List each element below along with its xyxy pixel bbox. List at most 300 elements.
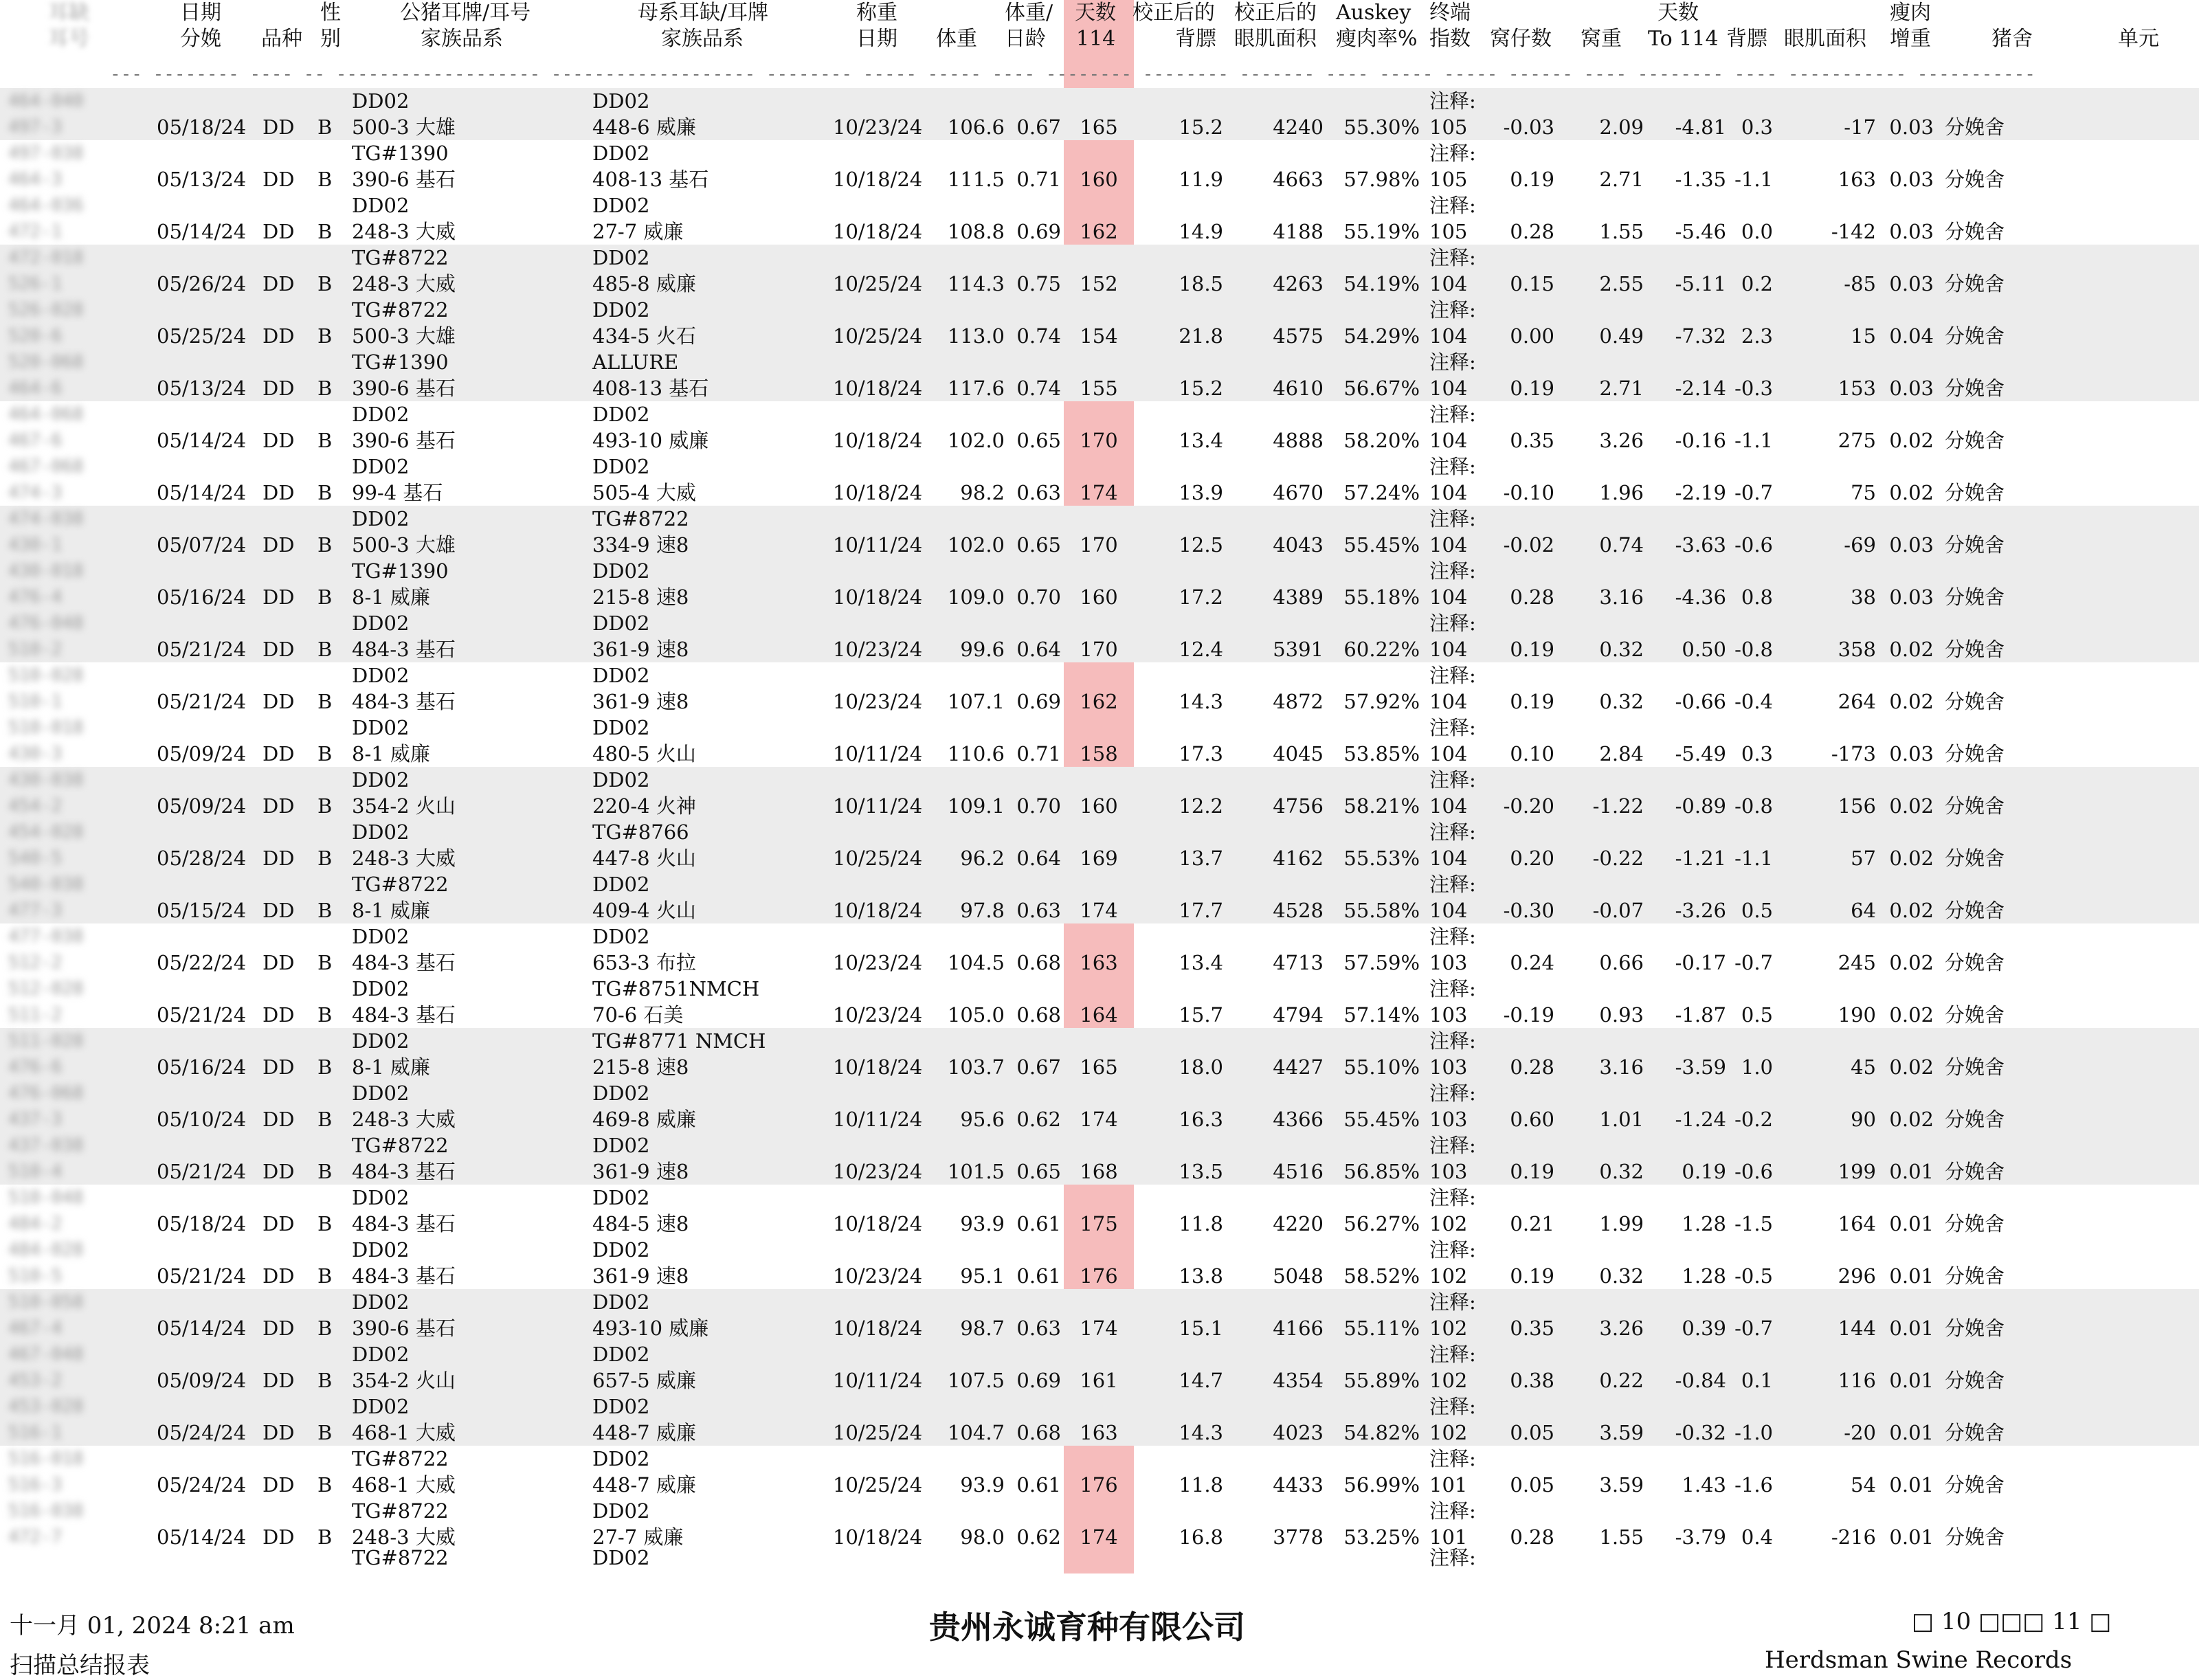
cell-bf: 13.4	[1179, 429, 1223, 452]
cell-litter: 0.19	[1510, 377, 1554, 400]
cell-dam1: DD02	[592, 1499, 650, 1523]
cell-lean: 56.27%	[1343, 1212, 1420, 1235]
records-list	[0, 88, 2199, 1550]
cell-sire1: DD02	[352, 768, 410, 792]
cell-adg: 0.65	[1016, 429, 1061, 452]
cell-days: 174	[1080, 1525, 1118, 1549]
cell-date: 05/16/24	[157, 1055, 247, 1079]
cell-lwt: 0.66	[1599, 951, 1644, 974]
table-row	[0, 297, 2199, 349]
cell-sex: B	[317, 690, 333, 713]
cell-dam2: 408-13 基石	[592, 168, 709, 191]
cell-dam2: 334-9 速8	[592, 533, 689, 557]
cell-weight: 95.1	[960, 1264, 1005, 1288]
cell-note: 注释:	[1429, 1029, 1476, 1053]
cell-breed: DD	[263, 1473, 295, 1497]
cell-wdate: 10/25/24	[833, 1473, 923, 1497]
header-bf-1: 校正后的	[1132, 1, 1215, 25]
cell-id2: 464-6	[8, 378, 63, 399]
cell-loin2: 15	[1851, 324, 1876, 348]
cell-wdate: 10/18/24	[833, 899, 923, 922]
table-row	[0, 871, 2199, 923]
table-row	[0, 1393, 2199, 1446]
cell-wdate: 10/11/24	[833, 794, 923, 818]
cell-loin2: 144	[1838, 1317, 1876, 1340]
cell-id2: 516-1	[8, 1422, 63, 1443]
cell-wdate: 10/11/24	[833, 533, 923, 557]
cell-note: 注释:	[1429, 1186, 1476, 1209]
cell-weight: 103.7	[947, 1055, 1005, 1079]
cell-d114: 0.39	[1682, 1317, 1726, 1340]
cell-lgain: 0.02	[1889, 1108, 1934, 1131]
cell-dam2: 493-10 威廉	[592, 1317, 709, 1340]
cell-lgain: 0.02	[1889, 794, 1934, 818]
cell-days: 170	[1080, 429, 1118, 452]
header-bf-2: 背膘	[1175, 27, 1216, 51]
cell-sire2: 500-3 大雄	[352, 115, 456, 139]
cell-litter: 0.24	[1510, 951, 1554, 974]
cell-litter: 0.19	[1510, 168, 1554, 191]
cell-weight: 107.5	[947, 1369, 1005, 1392]
cell-sex: B	[317, 168, 333, 191]
cell-d114: -0.84	[1675, 1369, 1726, 1392]
header-leangain-2: 增重	[1890, 27, 1931, 51]
cell-id1: 520-068	[8, 352, 84, 372]
cell-wdate: 10/25/24	[833, 272, 923, 295]
cell-adg: 0.61	[1016, 1264, 1061, 1288]
cell-days: 174	[1080, 1317, 1118, 1340]
cell-date: 05/16/24	[157, 585, 247, 609]
table-row	[0, 819, 2199, 871]
cell-date: 05/18/24	[157, 115, 247, 139]
cell-days: 152	[1080, 272, 1118, 295]
cell-note: 注释:	[1429, 664, 1476, 687]
cell-dam2: 448-6 威廉	[592, 115, 696, 139]
cell-litter: 0.10	[1510, 742, 1554, 765]
cell-breed: DD	[263, 481, 295, 504]
cell-id2: 526-1	[8, 273, 63, 294]
cell-bf2: -0.7	[1734, 481, 1773, 504]
cell-index: 104	[1429, 533, 1468, 557]
header-sire-1: 公猪耳牌/耳号	[400, 1, 531, 25]
header-rule: --- -------- ---- -- ------------------- ------------------- -------- ----- ----- ---- -------- -------- ------- ---- ----- ----- ------ ---- -------- ---- ----------- -----------	[110, 64, 2035, 85]
cell-lwt: 0.49	[1599, 324, 1644, 348]
cell-barn: 分娩舍	[1945, 168, 2005, 191]
cell-lgain: 0.02	[1889, 1003, 1934, 1027]
cell-breed: DD	[263, 690, 295, 713]
cell-dam1: DD02	[592, 873, 650, 896]
cell-wdate: 10/25/24	[833, 847, 923, 870]
table-row	[0, 453, 2199, 506]
cell-breed: DD	[263, 638, 295, 661]
cell-breed: DD	[263, 1369, 295, 1392]
cell-note: 注释:	[1429, 977, 1476, 1000]
table-row	[0, 558, 2199, 610]
cell-sire2: 500-3 大雄	[352, 533, 456, 557]
cell-sex: B	[317, 1525, 333, 1549]
cell-lean: 55.10%	[1343, 1055, 1420, 1079]
cell-dam1: DD02	[592, 716, 650, 739]
header-id-1: 耳缺	[48, 1, 89, 25]
cell-sire1: TG#8722	[352, 1499, 449, 1523]
cell-index: 105	[1429, 115, 1468, 139]
cell-sex: B	[317, 1055, 333, 1079]
cell-sire1: DD02	[352, 89, 410, 113]
cell-id2: 467-4	[8, 1318, 63, 1339]
cell-breed: DD	[263, 794, 295, 818]
cell-adg: 0.68	[1016, 951, 1061, 974]
cell-dam1: ALLURE	[592, 350, 679, 374]
cell-dam1: DD02	[592, 142, 650, 165]
cell-note: 注释:	[1429, 455, 1476, 478]
cell-lean: 56.99%	[1343, 1473, 1420, 1497]
cell-note: 注释:	[1429, 1447, 1476, 1470]
cell-barn: 分娩舍	[1945, 1108, 2005, 1131]
cell-dam1: DD02	[592, 1082, 650, 1105]
cell-bf: 11.8	[1179, 1212, 1223, 1235]
cell-lwt: 3.16	[1599, 1055, 1644, 1079]
cell-loin: 4240	[1273, 115, 1324, 139]
header-loin-2: 眼肌面积	[1234, 27, 1317, 51]
table-row	[0, 1498, 2199, 1550]
cell-adg: 0.69	[1016, 690, 1061, 713]
cell-d114: -5.46	[1675, 220, 1726, 243]
cell-adg: 0.64	[1016, 638, 1061, 661]
cell-barn: 分娩舍	[1945, 951, 2005, 974]
cell-bf2: -0.6	[1734, 1160, 1773, 1183]
cell-bf2: 0.8	[1741, 585, 1773, 609]
cell-adg: 0.68	[1016, 1421, 1061, 1444]
header-litterwt: 窝重	[1581, 27, 1622, 51]
cell-days: 170	[1080, 533, 1118, 557]
cell-dam2: 493-10 威廉	[592, 429, 709, 452]
cell-index: 104	[1429, 847, 1468, 870]
cell-days: 168	[1080, 1160, 1118, 1183]
cell-days: 163	[1080, 1421, 1118, 1444]
cell-litter: 0.00	[1510, 324, 1554, 348]
cell-index: 103	[1429, 951, 1468, 974]
cell-litter: -0.19	[1503, 1003, 1554, 1027]
cell-sire1: TG#1390	[352, 350, 449, 374]
cell-weight: 99.6	[960, 638, 1005, 661]
cell-weight: 98.7	[960, 1317, 1005, 1340]
cell-dam2: 215-8 速8	[592, 585, 689, 609]
cell-loin: 5048	[1273, 1264, 1324, 1288]
cell-days: 176	[1080, 1264, 1118, 1288]
cell-wdate: 10/23/24	[833, 115, 923, 139]
cell-dam2: 215-8 速8	[592, 1055, 689, 1079]
cell-barn: 分娩舍	[1945, 1264, 2005, 1288]
cell-adg: 0.71	[1016, 742, 1061, 765]
cell-d114: -3.59	[1675, 1055, 1726, 1079]
cell-wdate: 10/18/24	[833, 481, 923, 504]
cell-date: 05/24/24	[157, 1421, 247, 1444]
cell-breed: DD	[263, 1212, 295, 1235]
cell-lwt: 2.71	[1599, 168, 1644, 191]
cell-dam2: 505-4 大威	[592, 481, 696, 504]
cell-sire1: DD02	[352, 1395, 410, 1418]
cell-index: 101	[1429, 1525, 1468, 1549]
cell-sire2: 390-6 基石	[352, 377, 456, 400]
cell-days: 176	[1080, 1473, 1118, 1497]
cell-weight: 109.0	[947, 585, 1005, 609]
cell-index: 104	[1429, 638, 1468, 661]
cell-d114: 1.28	[1682, 1212, 1726, 1235]
cell-id1: 497-038	[8, 143, 84, 164]
cell-barn: 分娩舍	[1945, 1160, 2005, 1183]
cell-sire1: DD02	[352, 716, 410, 739]
cell-id2: 474-3	[8, 482, 63, 503]
cell-weight: 107.1	[947, 690, 1005, 713]
cell-sex: B	[317, 115, 333, 139]
cell-wdate: 10/23/24	[833, 1160, 923, 1183]
cell-sire1: TG#8722	[352, 873, 449, 896]
cell-sire1: TG#8722	[352, 298, 449, 322]
cell-barn: 分娩舍	[1945, 742, 2005, 765]
cell-breed: DD	[263, 168, 295, 191]
cell-loin2: 275	[1838, 429, 1876, 452]
cell-sire2: 468-1 大威	[352, 1421, 456, 1444]
table-row	[0, 506, 2199, 558]
cell-loin: 4263	[1273, 272, 1324, 295]
cell-bf: 18.5	[1179, 272, 1223, 295]
cell-lwt: 1.01	[1599, 1108, 1644, 1131]
cell-dam2: 409-4 火山	[592, 899, 696, 922]
cell-adg: 0.68	[1016, 1003, 1061, 1027]
cell-lwt: 3.26	[1599, 1317, 1644, 1340]
cell-sire1: TG#1390	[352, 142, 449, 165]
table-row	[0, 976, 2199, 1028]
cell-id2: 430-3	[8, 743, 63, 764]
cell-sire2: 8-1 威廉	[352, 1055, 430, 1079]
cell-days: 154	[1080, 324, 1118, 348]
cell-index: 104	[1429, 899, 1468, 922]
cell-dam1: DD02	[592, 1447, 650, 1470]
cell-dam1: DD02	[592, 768, 650, 792]
cell-index: 104	[1429, 690, 1468, 713]
cell-barn: 分娩舍	[1945, 794, 2005, 818]
cell-barn: 分娩舍	[1945, 1369, 2005, 1392]
cell-wdate: 10/23/24	[833, 951, 923, 974]
cell-weight: 113.0	[947, 324, 1005, 348]
cell-breed: DD	[263, 220, 295, 243]
cell-bf: 15.7	[1179, 1003, 1223, 1027]
cell-bf: 15.2	[1179, 377, 1223, 400]
cell-id2: 472-7	[8, 1527, 63, 1547]
cell-lean: 58.52%	[1343, 1264, 1420, 1288]
header-lean-1: Auskey	[1336, 1, 1411, 25]
cell-sex: B	[317, 377, 333, 400]
cell-weight: 117.6	[947, 377, 1005, 400]
cell-sire2: 248-3 大威	[352, 1108, 456, 1131]
cell-days: 164	[1080, 1003, 1118, 1027]
cell-sex: B	[317, 585, 333, 609]
table-row	[0, 192, 2199, 245]
cell-date: 05/21/24	[157, 1003, 247, 1027]
table-row	[0, 1185, 2199, 1237]
tail-sire: TG#8722	[352, 1546, 449, 1569]
cell-loin2: 64	[1851, 899, 1876, 922]
cell-weight: 102.0	[947, 429, 1005, 452]
cell-lean: 56.67%	[1343, 377, 1420, 400]
cell-loin: 4433	[1273, 1473, 1324, 1497]
cell-barn: 分娩舍	[1945, 638, 2005, 661]
cell-adg: 0.70	[1016, 585, 1061, 609]
cell-note: 注释:	[1429, 873, 1476, 896]
cell-barn: 分娩舍	[1945, 1525, 2005, 1549]
cell-lean: 55.30%	[1343, 115, 1420, 139]
cell-sire2: 99-4 基石	[352, 481, 443, 504]
cell-sire1: DD02	[352, 194, 410, 217]
cell-note: 注释:	[1429, 716, 1476, 739]
company-name: 贵州永诚育种有限公司	[929, 1609, 1245, 1646]
cell-lwt: 1.96	[1599, 481, 1644, 504]
cell-lgain: 0.01	[1889, 1264, 1934, 1288]
cell-loin2: -142	[1831, 220, 1876, 243]
cell-lean: 58.21%	[1343, 794, 1420, 818]
cell-dam2: 27-7 威廉	[592, 220, 684, 243]
cell-sire1: DD02	[352, 977, 410, 1000]
cell-wdate: 10/18/24	[833, 1212, 923, 1235]
cell-sex: B	[317, 951, 333, 974]
cell-loin: 3778	[1273, 1525, 1324, 1549]
cell-wdate: 10/11/24	[833, 1108, 923, 1131]
cell-id1: 464-036	[8, 195, 84, 216]
header-sex-2: 别	[320, 27, 341, 51]
cell-wdate: 10/11/24	[833, 1369, 923, 1392]
cell-dam1: TG#8722	[592, 507, 689, 530]
cell-sire1: DD02	[352, 1186, 410, 1209]
header-breed: 品种	[261, 27, 302, 51]
cell-dam1: TG#8751NMCH	[592, 977, 760, 1000]
cell-weight: 97.8	[960, 899, 1005, 922]
cell-weight: 98.0	[960, 1525, 1005, 1549]
header-unit: 单元	[2118, 27, 2159, 51]
cell-note: 注释:	[1429, 507, 1476, 530]
cell-index: 104	[1429, 481, 1468, 504]
cell-sire2: 354-2 火山	[352, 794, 456, 818]
cell-barn: 分娩舍	[1945, 585, 2005, 609]
cell-index: 102	[1429, 1264, 1468, 1288]
cell-loin2: 54	[1851, 1473, 1876, 1497]
header-index-1: 终端	[1429, 1, 1471, 25]
cell-lean: 54.19%	[1343, 272, 1420, 295]
cell-id2: 430-1	[8, 535, 63, 555]
cell-sire2: 484-3 基石	[352, 1212, 456, 1235]
cell-d114: -2.19	[1675, 481, 1726, 504]
cell-dam1: TG#8766	[592, 820, 689, 844]
cell-loin2: -85	[1844, 272, 1876, 295]
cell-adg: 0.64	[1016, 847, 1061, 870]
cell-date: 05/24/24	[157, 1473, 247, 1497]
cell-breed: DD	[263, 115, 295, 139]
cell-sire1: DD02	[352, 1029, 410, 1053]
cell-sire1: DD02	[352, 507, 410, 530]
table-row	[0, 1289, 2199, 1341]
cell-index: 104	[1429, 324, 1468, 348]
cell-id1: 510-058	[8, 1292, 84, 1312]
header-index-2: 指数	[1429, 27, 1471, 51]
cell-index: 103	[1429, 1003, 1468, 1027]
cell-sire2: 484-3 基石	[352, 1264, 456, 1288]
cell-adg: 0.74	[1016, 377, 1061, 400]
cell-bf2: 0.4	[1741, 1525, 1773, 1549]
cell-days: 174	[1080, 899, 1118, 922]
cell-sex: B	[317, 638, 333, 661]
table-row	[0, 88, 2199, 140]
header-loin-1: 校正后的	[1234, 1, 1317, 25]
cell-lgain: 0.03	[1889, 115, 1934, 139]
cell-note: 注释:	[1429, 612, 1476, 635]
cell-d114: -2.14	[1675, 377, 1726, 400]
print-datetime: 十一月 01, 2024 8:21 am	[10, 1612, 295, 1639]
cell-sex: B	[317, 1473, 333, 1497]
cell-dam2: 448-7 威廉	[592, 1421, 696, 1444]
cell-adg: 0.61	[1016, 1212, 1061, 1235]
cell-id1: 512-028	[8, 978, 84, 999]
cell-litter: 0.28	[1510, 220, 1554, 243]
cell-loin: 4220	[1273, 1212, 1324, 1235]
cell-loin2: -69	[1844, 533, 1876, 557]
cell-loin: 4516	[1273, 1160, 1324, 1183]
cell-barn: 分娩舍	[1945, 429, 2005, 452]
cell-date: 05/13/24	[157, 168, 247, 191]
cell-wdate: 10/23/24	[833, 638, 923, 661]
cell-loin2: 358	[1838, 638, 1876, 661]
cell-lwt: -0.07	[1592, 899, 1644, 922]
cell-id1: 467-048	[8, 1344, 84, 1365]
tail-note: 注释:	[1429, 1546, 1476, 1569]
cell-loin2: -216	[1831, 1525, 1876, 1549]
cell-lean: 53.85%	[1343, 742, 1420, 765]
cell-weight: 114.3	[947, 272, 1005, 295]
cell-d114: -1.87	[1675, 1003, 1726, 1027]
cell-lean: 55.58%	[1343, 899, 1420, 922]
cell-loin2: 156	[1838, 794, 1876, 818]
cell-weight: 102.0	[947, 533, 1005, 557]
cell-wdate: 10/25/24	[833, 1421, 923, 1444]
cell-bf: 12.2	[1179, 794, 1223, 818]
cell-dam1: TG#8771 NMCH	[592, 1029, 766, 1053]
table-row	[0, 349, 2199, 401]
cell-d114: -5.49	[1675, 742, 1726, 765]
cell-d114: -3.26	[1675, 899, 1726, 922]
cell-lwt: 3.26	[1599, 429, 1644, 452]
cell-sex: B	[317, 220, 333, 243]
cell-note: 注释:	[1429, 246, 1476, 269]
cell-lwt: 3.59	[1599, 1473, 1644, 1497]
cell-lwt: 0.32	[1599, 1264, 1644, 1288]
cell-lwt: 1.55	[1599, 220, 1644, 243]
cell-adg: 0.65	[1016, 533, 1061, 557]
header-days-1: 天数	[1075, 1, 1116, 25]
cell-litter: 0.19	[1510, 690, 1554, 713]
cell-lgain: 0.03	[1889, 168, 1934, 191]
cell-weight: 109.1	[947, 794, 1005, 818]
cell-barn: 分娩舍	[1945, 1317, 2005, 1340]
table-row	[0, 610, 2199, 662]
cell-bf2: 0.1	[1741, 1369, 1773, 1392]
table-row	[0, 1237, 2199, 1289]
cell-id1: 430-018	[8, 561, 84, 581]
cell-bf2: -0.6	[1734, 533, 1773, 557]
cell-breed: DD	[263, 1317, 295, 1340]
cell-bf2: -0.2	[1734, 1108, 1773, 1131]
cell-weight: 104.7	[947, 1421, 1005, 1444]
cell-bf2: 0.2	[1741, 272, 1773, 295]
cell-litter: 0.38	[1510, 1369, 1554, 1392]
cell-breed: DD	[263, 429, 295, 452]
